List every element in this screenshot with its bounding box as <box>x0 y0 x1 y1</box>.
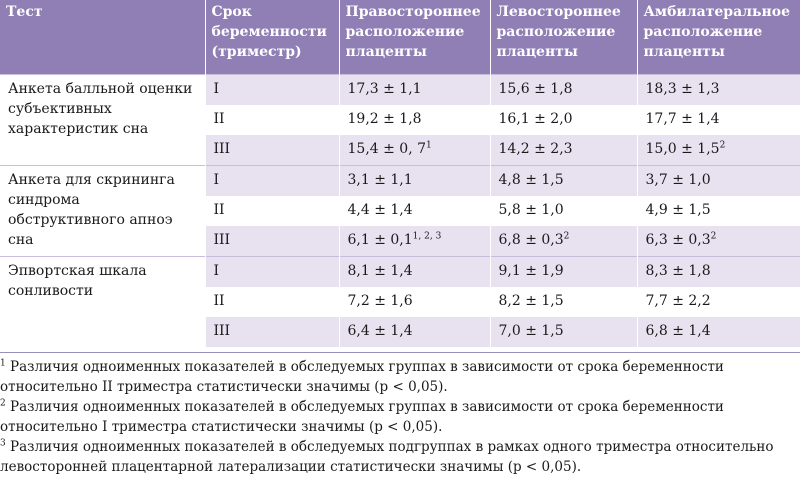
test-name-cell: Анкета балльной оценки субъективных характеристик сна <box>0 74 205 165</box>
value-cell-left: 5,8 ± 1,0 <box>490 196 637 226</box>
value-cell-right: 6,4 ± 1,4 <box>339 317 490 347</box>
table-row <box>0 165 800 196</box>
table-row <box>0 256 800 287</box>
header-right: Правостороннее расположение плаценты <box>339 0 490 74</box>
value-cell-ambi: $6,3 \pm 0,3^2$ <box>637 226 800 257</box>
value-cell-left: 7,0 ± 1,5 <box>490 317 637 347</box>
value-cell-left: 4,8 ± 1,5 <box>490 165 637 196</box>
footnote-1: $^1$ Различия одноименных показателей в обследуемых группах в зависимости от срока беременности относительно II триместра статистически значимы (р < 0,05). <box>0 358 724 395</box>
value-cell-right: 3,1 ± 1,1 <box>339 165 490 196</box>
trimester-cell: II <box>205 196 339 226</box>
value-cell-ambi: 6,8 ± 1,4 <box>637 317 800 347</box>
test-name-cell: Эпвортская шкала сонливости <box>0 256 205 347</box>
trimester-cell: II <box>205 105 339 135</box>
header-test: Тест <box>0 0 205 74</box>
value-cell-left: 9,1 ± 1,9 <box>490 256 637 287</box>
value-cell-left: 16,1 ± 2,0 <box>490 105 637 135</box>
test-name-cell: Анкета для скрининга синдрома обструктивного апноэ сна <box>0 165 205 256</box>
table-header-row <box>0 0 800 74</box>
value-cell-ambi: 4,9 ± 1,5 <box>637 196 800 226</box>
value-cell-ambi: 18,3 ± 1,3 <box>637 74 800 105</box>
value-cell-ambi: 7,7 ± 2,2 <box>637 287 800 317</box>
header-term: Срок беременности (триместр) <box>205 0 339 74</box>
value-cell-right: 17,3 ± 1,1 <box>339 74 490 105</box>
value-cell-right: 19,2 ± 1,8 <box>339 105 490 135</box>
footnotes <box>0 352 800 477</box>
value-cell-left: 15,6 ± 1,8 <box>490 74 637 105</box>
value-cell-ambi: $15,0 \pm 1,5^2$ <box>637 135 800 166</box>
trimester-cell: III <box>205 135 339 166</box>
value-cell-right: 15,4 ± 0, $7^1$ <box>339 135 490 166</box>
trimester-cell: III <box>205 226 339 257</box>
value-cell-right: 4,4 ± 1,4 <box>339 196 490 226</box>
value-cell-left: 8,2 ± 1,5 <box>490 287 637 317</box>
value-cell-ambi: 3,7 ± 1,0 <box>637 165 800 196</box>
value-cell-left: $6,8 \pm 0,3^2$ <box>490 226 637 257</box>
header-left: Левостороннее расположение плаценты <box>490 0 637 74</box>
trimester-cell: I <box>205 74 339 105</box>
trimester-cell: II <box>205 287 339 317</box>
value-cell-right: 8,1 ± 1,4 <box>339 256 490 287</box>
trimester-cell: I <box>205 165 339 196</box>
value-cell-ambi: 17,7 ± 1,4 <box>637 105 800 135</box>
table-row <box>0 74 800 105</box>
value-cell-left: 14,2 ± 2,3 <box>490 135 637 166</box>
header-ambi: Амбилатеральное расположение плаценты <box>637 0 800 74</box>
footnote-2: $^2$ Различия одноименных показателей в обследуемых группах в зависимости от срока беременности относительно I триместра статистически значимы (р < 0,05). <box>0 398 724 435</box>
value-cell-right: $6,1 \pm 0,1^{1, 2, 3}$ <box>339 226 490 257</box>
trimester-cell: I <box>205 256 339 287</box>
footnote-3: $^3$ Различия одноименных показателей в обследуемых подгруппах в рамках одного триместра относительно левосторонней плацентарной латерализации статистически значимы (р < 0,05). <box>0 438 774 475</box>
value-cell-right: 7,2 ± 1,6 <box>339 287 490 317</box>
value-cell-ambi: 8,3 ± 1,8 <box>637 256 800 287</box>
trimester-cell: III <box>205 317 339 347</box>
